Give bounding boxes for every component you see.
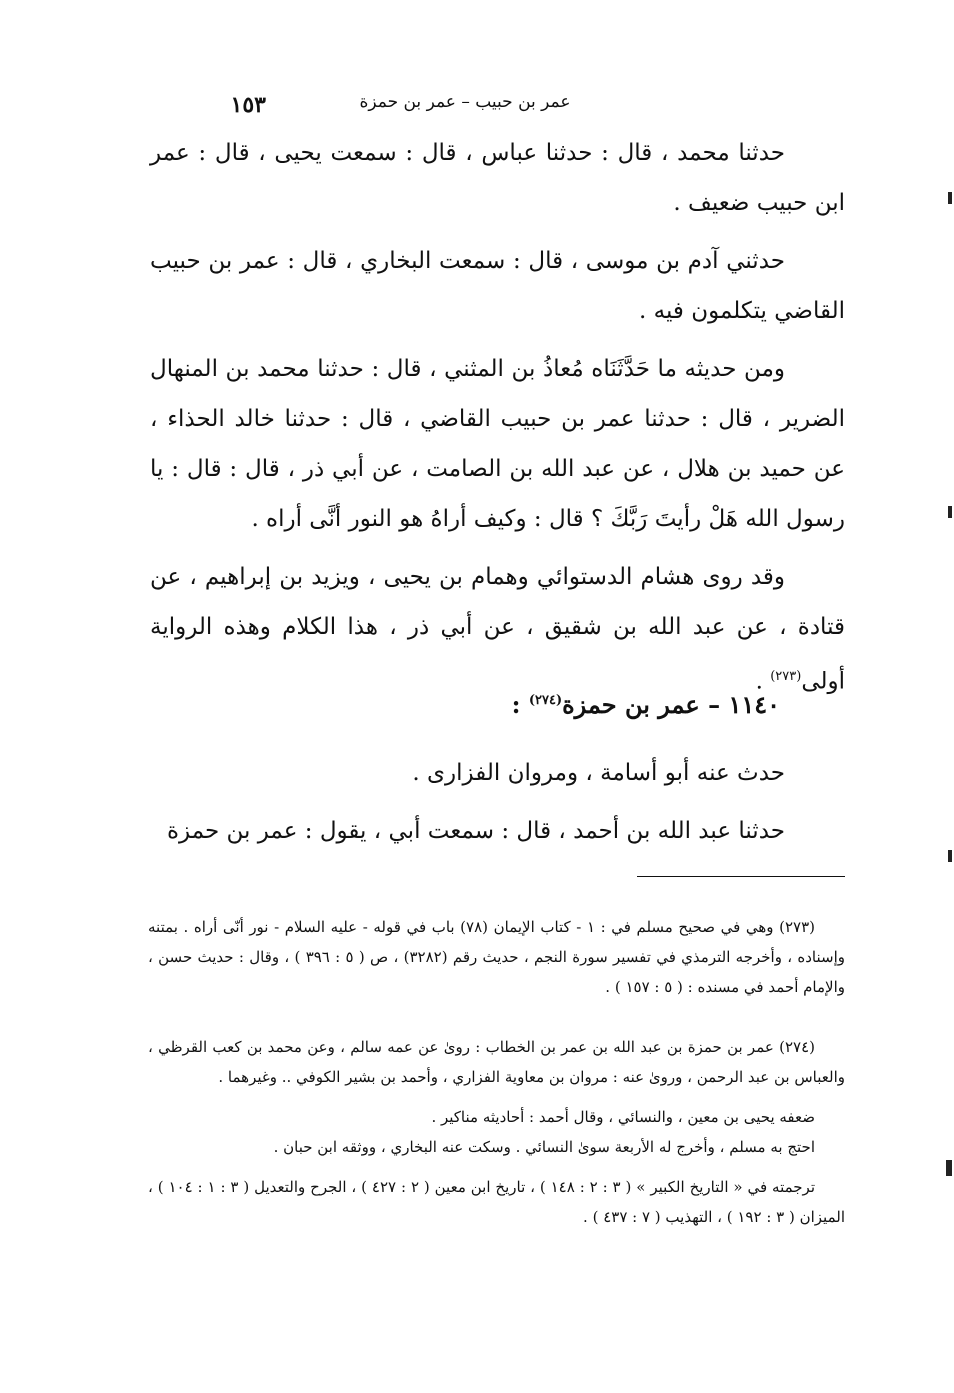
paragraph-3: ومن حديثه ما حَدَّثَنَاه مُعاذُ بن المثني ، قال : حدثنا محمد بن المنهال الضرير ، قال : حدثنا عمر بن حبيب القاضي ، قال : حدثنا خالد الحذاء ، عن حميد بن هلال ، عن عبد الله بن الصامت ، عن أبي ذر ، قال : قال : يا رسول الله هَلْ رأيتَ رَبَّكَ ؟ قال : وكيف أراهُ هو النور أنَّى أراه . bbox=[150, 356, 845, 532]
entry-paragraph-2: حدثنا عبد الله بن أحمد ، قال : سمعت أبي ، يقول : عمر بن حمزة bbox=[166, 818, 785, 844]
entry-number: ١١٤٠ bbox=[728, 690, 780, 719]
footnote-separator bbox=[637, 876, 845, 877]
footnote-274 bbox=[148, 1032, 845, 1232]
footnote-ref-273: (٢٧٣) bbox=[770, 669, 802, 684]
footnote-274-bio: (٢٧٤) عمر بن حمزة بن عبد الله بن عمر بن الخطاب : روىٰ عن عمه سالم ، وعن محمد بن كعب القرظي ، والعباس بن عبد الرحمن ، وروىٰ عنه : مروان بن معاوية الفزاري ، وأحمد بن بشير الكوفي .. وغيرهما . bbox=[148, 1038, 845, 1086]
paragraph-4 bbox=[150, 552, 845, 707]
footnote-273 bbox=[148, 912, 845, 1002]
paragraph-4-end: . bbox=[755, 668, 771, 695]
page-number: ١٥٣ bbox=[230, 92, 266, 118]
entry-colon: : bbox=[511, 690, 529, 719]
entry-name: عمر بن حمزة bbox=[562, 690, 700, 719]
footnote-ref-274: (٢٧٤) bbox=[528, 693, 563, 708]
entry-dash: – bbox=[708, 690, 721, 719]
footnote-274-grading: ضعفه يحيى بن معين ، والنسائي ، وقال أحمد : أحاديثه مناكير . bbox=[431, 1108, 815, 1126]
footnote-274-sources: ترجمته في « التاريخ الكبير » ( ٣ : ٢ : ١٤٨ ) ، تاريخ ابن معين ( ٢ : ٤٢٧ ) ، الجرح والتعديل ( ٣ : ١ : ١٠٤ ) ، الميزان ( ٣ : ١٩٢ ) ، التهذيب ( ٧ : ٤٣٧ ) . bbox=[148, 1178, 845, 1226]
running-header: عمر بن حبيب – عمر بن حمزة bbox=[359, 92, 571, 112]
margin-mark bbox=[948, 506, 952, 518]
paragraph-4-text: وقد روى هشام الدستوائي وهمام بن يحيى ، ويزيد بن إبراهيم ، عن قتادة ، عن عبد الله بن شقيق ، عن أبي ذر ، هذا الكلام وهذه الرواية أولى bbox=[150, 564, 845, 695]
margin-mark bbox=[948, 192, 952, 204]
main-text bbox=[150, 128, 845, 707]
entry-text bbox=[150, 748, 845, 856]
entry-paragraph-1: حدث عنه أبو أسامة ، ومروان الفزارى . bbox=[412, 760, 785, 786]
paragraph-1: حدثنا محمد ، قال : حدثنا عباس ، قال : سمعت يحيى ، قال : عمر ابن حبيب ضعيف . bbox=[150, 140, 845, 216]
margin-mark bbox=[948, 850, 952, 862]
paragraph-2: حدثني آدم بن موسى ، قال : سمعت البخاري ، قال : عمر بن حبيب القاضي يتكلمون فيه . bbox=[150, 248, 845, 324]
footnote-274-usage: احتج به مسلم ، وأخرج له الأربعة سوىٰ النسائي . وسكت عنه البخاري ، ووثقه ابن حبان . bbox=[273, 1138, 815, 1156]
margin-mark bbox=[946, 1160, 952, 1176]
footnote-273-text: (٢٧٣) وهي في صحيح مسلم في : ١ - كتاب الإيمان (٧٨) باب في قوله - عليه السلام - نور أنّى أراه . بمتنه وإسناده ، وأخرجه الترمذي في تفسير سورة النجم ، حديث رقم (٣٢٨٢) ، ص ( ٥ : ٣٩٦ ) ، وقال : حديث حسن ، والإمام أحمد في مسنده : ( ٥ : ١٥٧ ) . bbox=[148, 918, 845, 996]
entry-heading bbox=[460, 690, 780, 719]
